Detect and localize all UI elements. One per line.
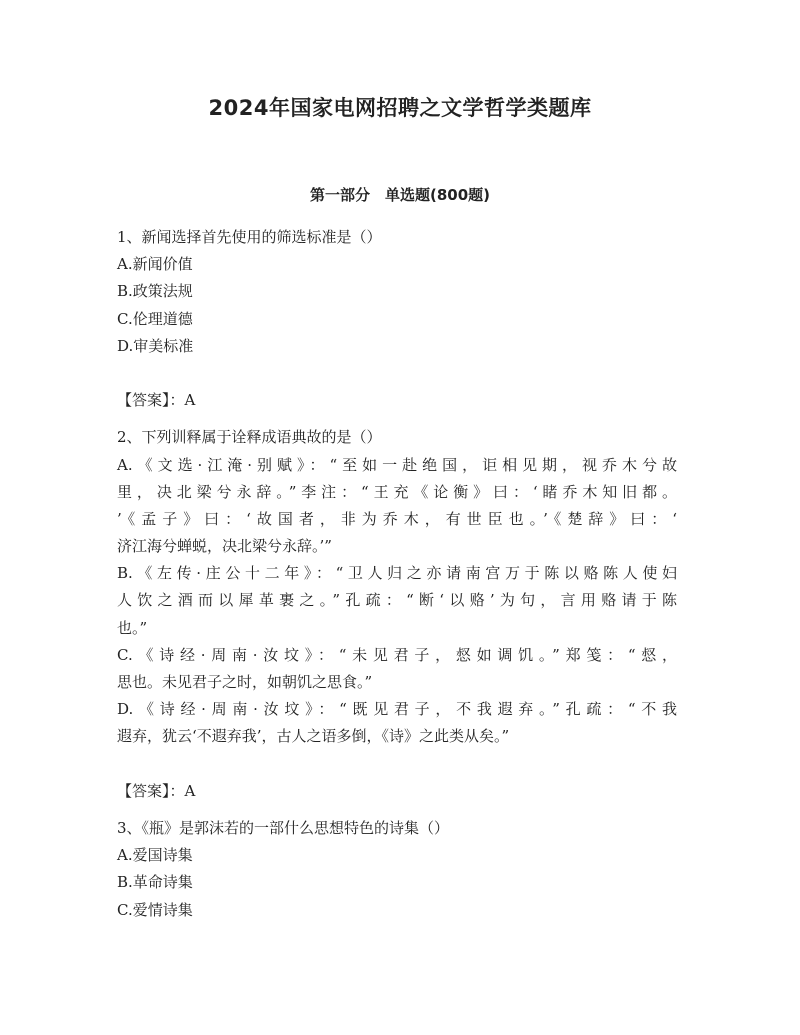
option-d xyxy=(117,696,677,750)
question-2 xyxy=(117,424,677,750)
option-line: 里，决北梁兮永辞。”李注：“王充《论衡》曰：‘睹乔木知旧都。 xyxy=(117,482,677,501)
option-c: C.伦理道德 xyxy=(117,309,193,328)
option-line: 人饮之酒而以犀革裹之。”孔疏：“断‘以赂’为句，言用赂请于陈 xyxy=(117,591,677,610)
option-c: C.爱情诗集 xyxy=(117,900,193,919)
page-title: 2024年国家电网招聘之文学哲学类题库 xyxy=(208,96,592,120)
option-a: A.爱国诗集 xyxy=(117,846,193,865)
question-list xyxy=(117,224,677,924)
option-line: 济江海兮蝉蜕，决北梁兮永辞。’” xyxy=(117,537,332,556)
question-stem: 1、新闻选择首先使用的筛选标准是（） xyxy=(117,228,382,246)
spacer xyxy=(117,414,677,424)
answer-label: 【答案】：A xyxy=(117,391,196,410)
option-line: 也。” xyxy=(117,618,148,637)
option-line: A.《文选·江淹·别赋》：“至如一赴绝国，讵相见期，视乔木兮故 xyxy=(117,455,677,474)
option-b xyxy=(117,560,677,642)
option-line: ’《孟子》曰：‘故国者，非为乔木，有世臣也。’《楚辞》曰：‘ xyxy=(117,509,677,528)
question-stem: 3、《瓶》是郭沫若的一部什么思想特色的诗集（） xyxy=(117,818,450,837)
option-d: D.审美标准 xyxy=(117,336,194,355)
option-line: B.《左传·庄公十二年》：“卫人归之亦请南宫万于陈以赂陈人使妇 xyxy=(117,564,677,583)
option-line: 思也。未见君子之时，如朝饥之思食。” xyxy=(117,673,373,691)
spacer xyxy=(117,751,677,778)
answer-label: 【答案】：A xyxy=(117,781,196,800)
option-b: B.革命诗集 xyxy=(117,873,193,892)
question-1 xyxy=(117,224,677,360)
option-line: 遐弃，犹云‘不遐弃我’，古人之语多倒，《诗》之此类从矣。” xyxy=(117,727,510,746)
option-line: C.《诗经·周南·汝坟》：“未见君子，惄如调饥。”郑笺：“惄， xyxy=(117,645,677,664)
option-a xyxy=(117,452,677,561)
option-c xyxy=(117,642,677,696)
section-title: 第一部分 单选题(800题) xyxy=(309,186,491,204)
question-3 xyxy=(117,815,677,924)
option-b: B.政策法规 xyxy=(117,282,193,301)
question-stem: 2、下列训释属于诠释成语典故的是（） xyxy=(117,428,382,447)
option-a: A.新闻价值 xyxy=(117,255,193,274)
spacer xyxy=(117,805,677,815)
spacer xyxy=(117,360,677,387)
option-line: D.《诗经·周南·汝坟》：“既见君子，不我遐弃。”孔疏：“不我 xyxy=(117,700,677,719)
